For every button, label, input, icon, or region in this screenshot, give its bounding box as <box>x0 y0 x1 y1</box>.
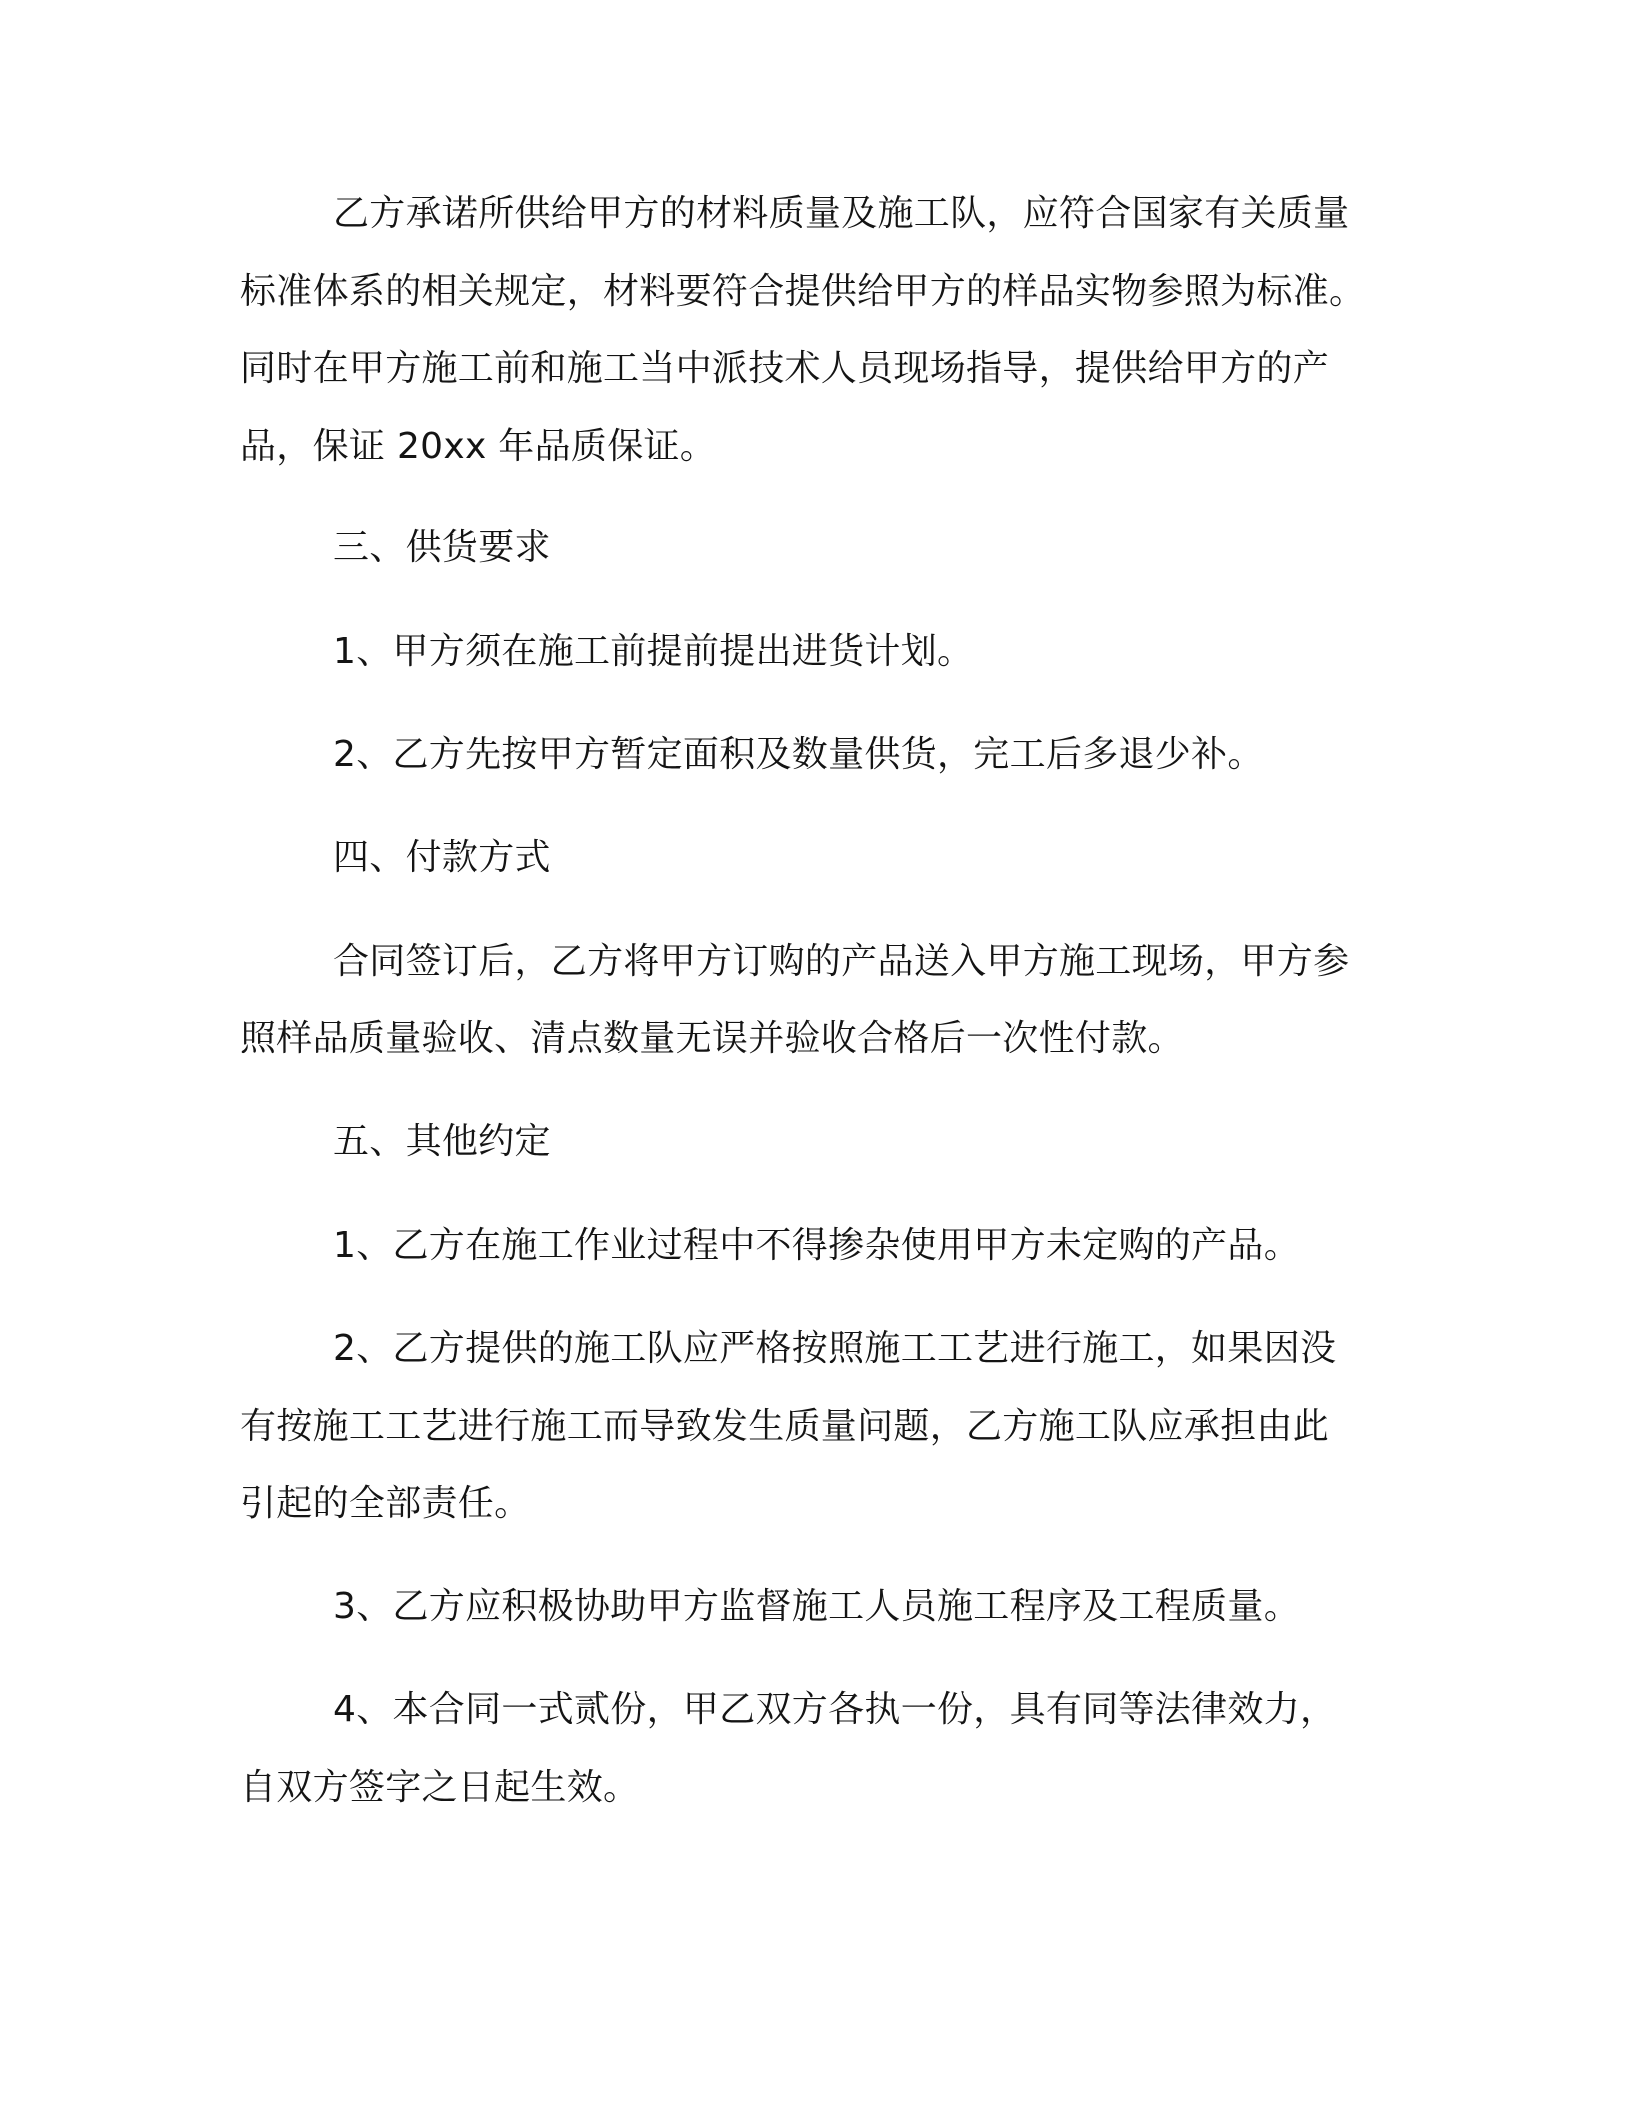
other-item-4-line-2: 自双方签字之日起生效。 <box>240 1767 640 1808</box>
quality-paragraph-line-3: 同时在甲方施工前和施工当中派技术人员现场指导，提供给甲方的产 <box>240 348 1330 389</box>
supply-item-1: 1、甲方须在施工前提前提出进货计划。 <box>333 631 974 672</box>
other-item-2-line-1: 2、乙方提供的施工队应严格按照施工工艺进行施工，如果因没 <box>333 1328 1337 1369</box>
quality-paragraph-line-4: 品，保证 20xx 年品质保证。 <box>240 426 717 467</box>
section-supply-heading: 三、供货要求 <box>333 527 551 568</box>
other-item-4-line-1: 4、本合同一式贰份，甲乙双方各执一份，具有同等法律效力， <box>333 1689 1337 1730</box>
payment-paragraph-line-2: 照样品质量验收、清点数量无误并验收合格后一次性付款。 <box>240 1018 1184 1059</box>
quality-paragraph-line-1: 乙方承诺所供给甲方的材料质量及施工队，应符合国家有关质量 <box>333 193 1350 234</box>
other-item-2-line-3: 引起的全部责任。 <box>240 1483 531 1524</box>
other-item-3: 3、乙方应积极协助甲方监督施工人员施工程序及工程质量。 <box>333 1586 1301 1627</box>
section-payment-heading: 四、付款方式 <box>333 837 551 878</box>
other-item-1: 1、乙方在施工作业过程中不得掺杂使用甲方未定购的产品。 <box>333 1225 1301 1266</box>
supply-item-2: 2、乙方先按甲方暂定面积及数量供货，完工后多退少补。 <box>333 734 1264 775</box>
other-item-2-line-2: 有按施工工艺进行施工而导致发生质量问题，乙方施工队应承担由此 <box>240 1406 1330 1447</box>
payment-paragraph-line-1: 合同签订后，乙方将甲方订购的产品送入甲方施工现场，甲方参 <box>333 941 1350 982</box>
quality-paragraph-line-2: 标准体系的相关规定，材料要符合提供给甲方的样品实物参照为标准。 <box>240 271 1366 312</box>
section-other-heading: 五、其他约定 <box>333 1121 551 1162</box>
